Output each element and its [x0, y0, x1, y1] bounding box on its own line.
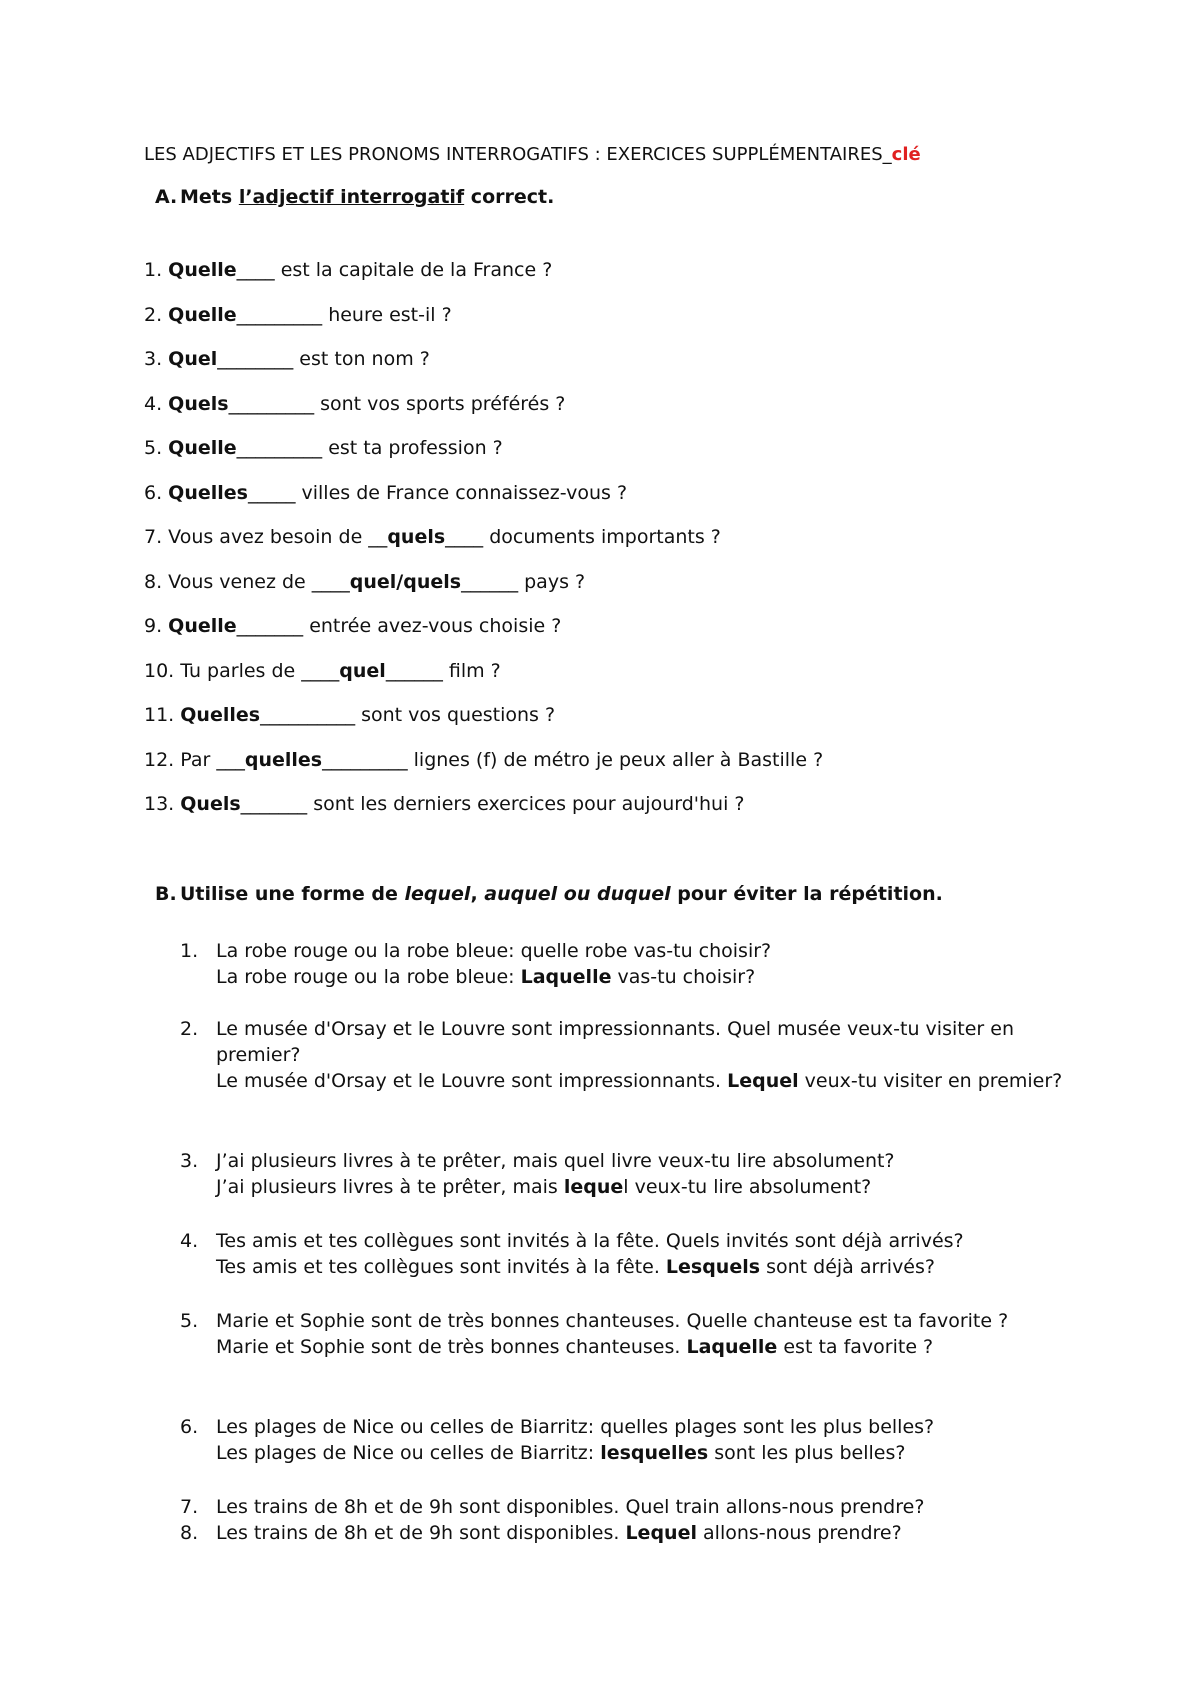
exercise-b-3: 3. J’ai plusieurs livres à te prêter, mais quel livre veux-tu lire absolument? J’ai plusieurs livres à te prêter, mais lequel veux-tu lire absolument? [216, 1148, 1076, 1200]
exercise-a-11: 11. Quelles__________ sont vos questions ? [144, 704, 556, 726]
exercise-b-1: 1. La robe rouge ou la robe bleue: quelle robe vas-tu choisir? La robe rouge ou la robe bleue: Laquelle vas-tu choisir? [216, 938, 1076, 990]
answer: Les plages de Nice ou celles de Biarritz: lesquelles sont les plus belles? [216, 1442, 906, 1464]
question: Le musée d'Orsay et le Louvre sont impressionnants. Quel musée veux-tu visiter en premier? [216, 1018, 1014, 1066]
section-a-underlined: l’adjectif interrogatif [238, 186, 465, 208]
section-b-comma: , [470, 883, 485, 905]
answer: Le musée d'Orsay et le Louvre sont impressionnants. Lequel veux-tu visiter en premier? [216, 1070, 1063, 1092]
exercise-a-8: 8. Vous venez de ____quel/quels______ pays ? [144, 571, 586, 593]
answer: Tes amis et tes collègues sont invités à la fête. Lesquels sont déjà arrivés? [216, 1256, 935, 1278]
exercise-b-4: 4. Tes amis et tes collègues sont invités à la fête. Quels invités sont déjà arrivés? Tes amis et tes collègues sont invités à la fête. Lesquels sont déjà arrivés? [216, 1228, 1076, 1280]
exercise-a-9: 9. Quelle_______ entrée avez-vous choisie ? [144, 615, 562, 637]
exercise-a-7: 7. Vous avez besoin de __quels____ documents importants ? [144, 526, 721, 548]
section-b-italic-2: auquel ou duquel [484, 883, 671, 905]
answer: J’ai plusieurs livres à te prêter, mais lequel veux-tu lire absolument? [216, 1176, 872, 1198]
question: J’ai plusieurs livres à te prêter, mais quel livre veux-tu lire absolument? [216, 1150, 895, 1172]
section-a-heading [155, 186, 555, 208]
section-b-pre: Utilise une forme de [180, 883, 405, 905]
exercise-a-12: 12. Par ___quelles_________ lignes (f) de métro je peux aller à Bastille ? [144, 749, 824, 771]
exercise-b-7: 7. Les trains de 8h et de 9h sont disponibles. Quel train allons-nous prendre? [216, 1494, 1076, 1520]
title-key: clé [891, 144, 921, 165]
question: Marie et Sophie sont de très bonnes chanteuses. Quelle chanteuse est ta favorite ? [216, 1310, 1009, 1332]
answer: La robe rouge ou la robe bleue: Laquelle vas-tu choisir? [216, 966, 756, 988]
section-a-post: correct. [464, 186, 555, 208]
exercise-a-10: 10. Tu parles de ____quel______ film ? [144, 660, 501, 682]
exercise-b-8: 8. Les trains de 8h et de 9h sont disponibles. Lequel allons-nous prendre? [216, 1520, 1076, 1546]
exercise-a-6: 6. Quelles_____ villes de France connaissez-vous ? [144, 482, 628, 504]
exercise-a-2: 2. Quelle_________ heure est-il ? [144, 304, 452, 326]
exercise-b-2: 2. Le musée d'Orsay et le Louvre sont impressionnants. Quel musée veux-tu visiter en premier? Le musée d'Orsay et le Louvre sont impressionnants. Lequel veux-tu visiter en premier? [216, 1016, 1076, 1094]
exercise-a-4: 4. Quels_________ sont vos sports préférés ? [144, 393, 566, 415]
document-title [144, 144, 921, 165]
answer: Les trains de 8h et de 9h sont disponibles. Lequel allons-nous prendre? [216, 1522, 902, 1544]
answer: Marie et Sophie sont de très bonnes chanteuses. Laquelle est ta favorite ? [216, 1336, 934, 1358]
exercise-b-5: 5. Marie et Sophie sont de très bonnes chanteuses. Quelle chanteuse est ta favorite ? Marie et Sophie sont de très bonnes chanteuses. Laquelle est ta favorite ? [216, 1308, 1076, 1360]
question: Les trains de 8h et de 9h sont disponibles. Quel train allons-nous prendre? [216, 1496, 925, 1518]
section-a-number: A. [155, 186, 178, 208]
exercise-a-3: 3. Quel________ est ton nom ? [144, 348, 430, 370]
question: La robe rouge ou la robe bleue: quelle robe vas-tu choisir? [216, 940, 772, 962]
question: Les plages de Nice ou celles de Biarritz: quelles plages sont les plus belles? [216, 1416, 935, 1438]
section-b-italic-1: lequel [404, 883, 471, 905]
title-text: LES ADJECTIFS ET LES PRONOMS INTERROGATIFS : EXERCICES SUPPLÉMENTAIRES_ [144, 144, 892, 165]
section-b-post: pour éviter la répétition. [670, 883, 943, 905]
question: Tes amis et tes collègues sont invités à la fête. Quels invités sont déjà arrivés? [216, 1230, 964, 1252]
section-b-heading [155, 883, 943, 905]
exercise-b-6: 6. Les plages de Nice ou celles de Biarritz: quelles plages sont les plus belles? Les plages de Nice ou celles de Biarritz: lesquelles sont les plus belles? [216, 1414, 1076, 1466]
section-a-pre: Mets [180, 186, 239, 208]
exercise-a-5: 5. Quelle_________ est ta profession ? [144, 437, 503, 459]
exercise-a-13: 13. Quels_______ sont les derniers exercices pour aujourd'hui ? [144, 793, 745, 815]
section-b-number: B. [155, 883, 177, 905]
exercise-a-1: 1. Quelle____ est la capitale de la France ? [144, 259, 553, 281]
